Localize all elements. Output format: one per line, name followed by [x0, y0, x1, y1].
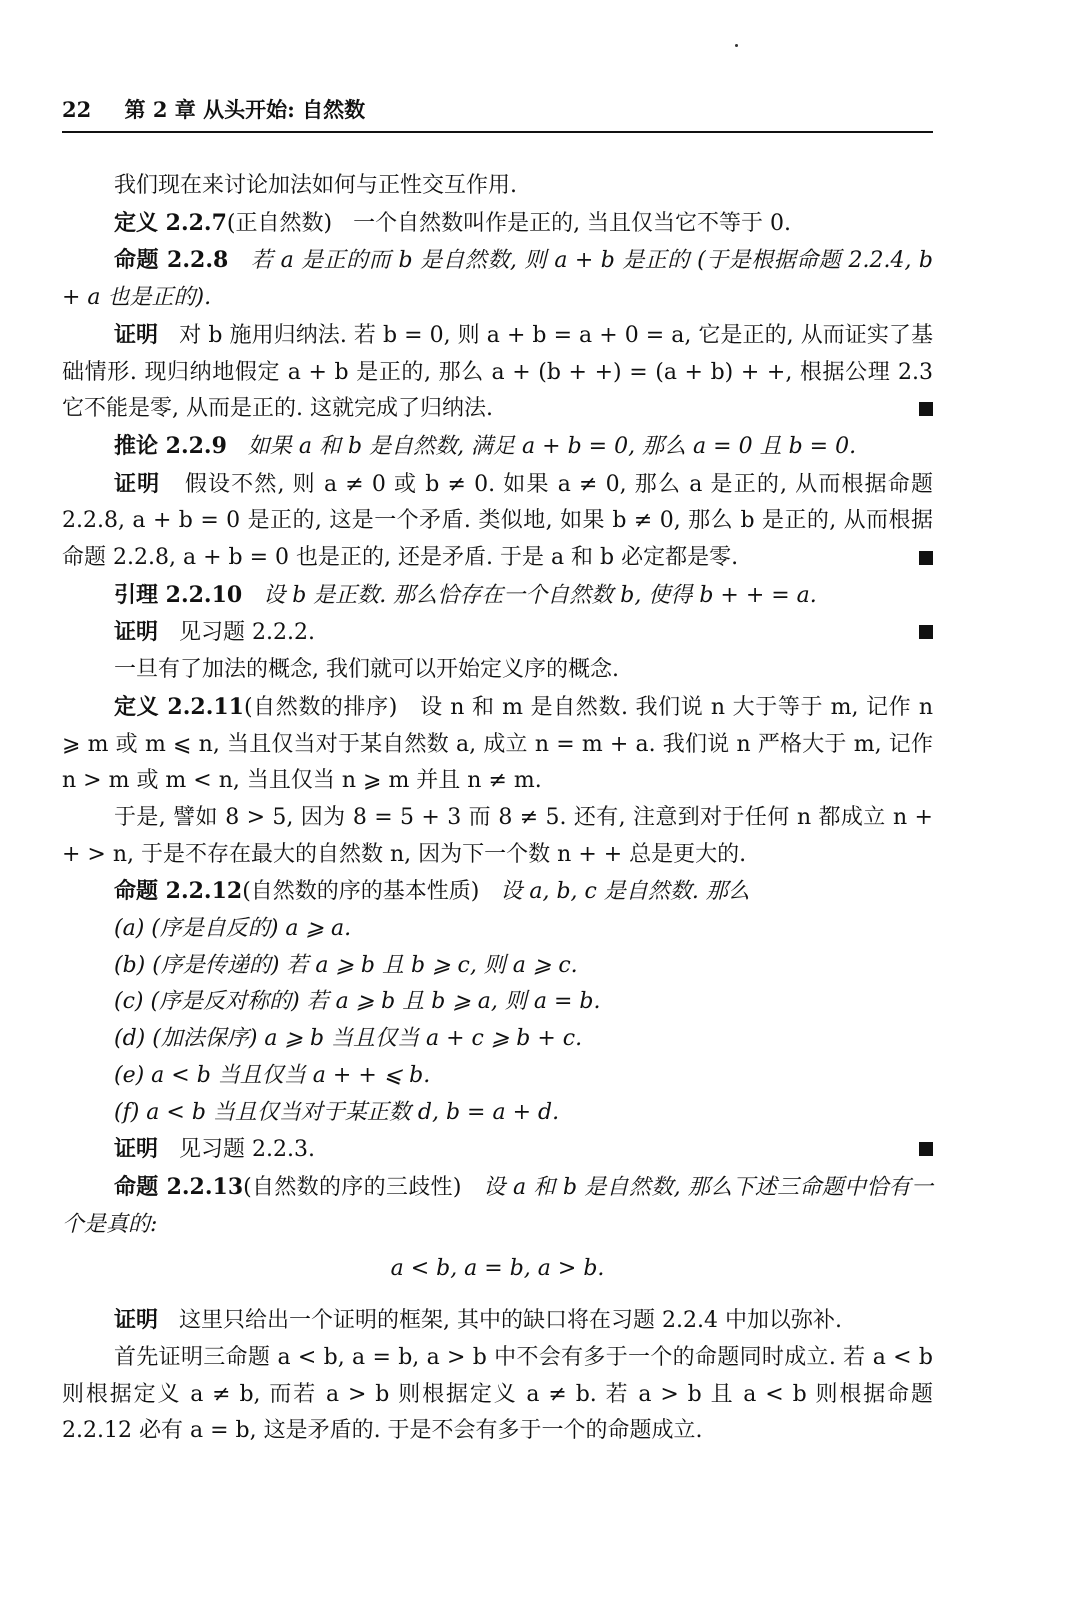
proof-continuation-paragraph: 首先证明三命题 a < b, a = b, a > b 中不会有多于一个的命题同时成立. 若 a < b 则根据定义 a ≠ b, 而若 a > b 则根据定义 a ≠ b. 若 a > b 且 a < b 则根据命题 2.2.12 必有 a = b, 这是矛盾的. 于是不会有多于一个的命题成立.	[62, 1344, 933, 1444]
definition-text: 设 n 和 m 是自然数. 我们说 n 大于等于 m, 记作 n ⩾ m 或 m ⩽ n, 当且仅当对于某自然数 a, 成立 n = m + a. 我们说 n 严格大于 m, 记作 n > m 或 m < n, 当且仅当 n ⩾ m 并且 n ≠ m.	[62, 694, 933, 794]
lemma-text: 设 b 是正数. 那么恰存在一个自然数 b, 使得 b + + = a.	[263, 582, 817, 608]
definition-title: (自然数的排序)	[243, 694, 398, 720]
page-body	[62, 168, 933, 1450]
chapter-title: 第 2 章 从头开始: 自然数	[124, 97, 366, 122]
definition-2-2-7	[62, 205, 933, 243]
proposition-label: 命题 2.2.13	[114, 1173, 244, 1200]
corollary-text: 如果 a 和 b 是自然数, 满足 a + b = 0, 那么 a = 0 且 b = 0.	[247, 433, 857, 459]
proposition-2-2-13	[62, 1169, 933, 1243]
order-intro-paragraph: 一旦有了加法的概念, 我们就可以开始定义序的概念.	[114, 657, 619, 683]
proof-label: 证明	[114, 1307, 159, 1334]
proof-2-2-13	[62, 1302, 933, 1340]
proof-2-2-8	[62, 317, 933, 428]
running-header	[62, 95, 933, 133]
definition-2-2-11	[62, 689, 933, 800]
proof-text: 对 b 施用归纳法. 若 b = 0, 则 a + b = a + 0 = a, 它是正的, 从而证实了基础情形. 现归纳地假定 a + b 是正的, 那么 a + (b + +) = (a + b) + +, 根据公理 2.3 它不能是零, 从而是正的. 这就完成了归纳法.	[62, 322, 933, 422]
property-item: (e) a < b 当且仅当 a + + ⩽ b.	[114, 1062, 431, 1088]
definition-label: 定义 2.2.7	[114, 209, 227, 236]
definition-label: 定义 2.2.11	[114, 693, 244, 720]
property-item: (c) (序是反对称的) 若 a ⩾ b 且 b ⩾ a, 则 a = b.	[114, 989, 601, 1015]
proof-label: 证明	[114, 619, 159, 646]
intro-paragraph: 我们现在来讨论加法如何与正性交互作用.	[114, 173, 517, 198]
proposition-2-2-12	[62, 873, 933, 911]
proof-text: 这里只给出一个证明的框架, 其中的缺口将在习题 2.2.4 中加以弥补.	[179, 1308, 842, 1334]
proposition-2-2-8	[62, 242, 933, 316]
proof-label: 证明	[114, 1136, 159, 1163]
qed-square-icon	[919, 1142, 933, 1156]
corollary-2-2-9	[62, 428, 933, 466]
property-item: (d) (加法保序) a ⩾ b 当且仅当 a + c ⩾ b + c.	[114, 1026, 583, 1052]
lemma-label: 引理 2.2.10	[114, 581, 243, 608]
property-item: (a) (序是自反的) a ⩾ a.	[114, 916, 352, 942]
proof-text: 假设不然, 则 a ≠ 0 或 b ≠ 0. 如果 a ≠ 0, 那么 a 是正的, 从而根据命题 2.2.8, a + b = 0 是正的, 这是一个矛盾. 类似地, 如果 b ≠ 0, 那么 b 是正的, 从而根据命题 2.2.8, a + b = 0 也是正的, 还是矛盾. 于是 a 和 b 必定都是零.	[62, 471, 934, 571]
corollary-label: 推论 2.2.9	[114, 432, 227, 459]
scan-speck	[735, 44, 738, 47]
proof-2-2-9	[62, 466, 933, 577]
proposition-label: 命题 2.2.8	[114, 247, 229, 274]
definition-text: 一个自然数叫作是正的, 当且仅当它不等于 0.	[353, 210, 792, 236]
qed-square-icon	[919, 625, 933, 639]
proposition-label: 命题 2.2.12	[114, 878, 243, 905]
proof-label: 证明	[114, 321, 159, 348]
display-formula: a < b, a = b, a > b.	[390, 1256, 605, 1282]
proof-text: 见习题 2.2.2.	[179, 620, 315, 646]
proof-text: 见习题 2.2.3.	[179, 1137, 315, 1163]
qed-square-icon	[919, 551, 933, 565]
property-item: (f) a < b 当且仅当对于某正数 d, b = a + d.	[114, 1099, 560, 1125]
proposition-text: 若 a 是正的而 b 是自然数, 则 a + b 是正的 (于是根据命题 2.2.4, b + a 也是正的).	[62, 248, 934, 311]
proof-2-2-10	[62, 614, 933, 652]
qed-square-icon	[919, 402, 933, 416]
proposition-title: (自然数的序的基本性质)	[242, 879, 480, 905]
definition-title: (正自然数)	[226, 210, 333, 236]
proposition-text: 设 a 和 b 是自然数, 那么下述三命题中恰有一个是真的:	[62, 1174, 933, 1237]
property-item: (b) (序是传递的) 若 a ⩾ b 且 b ⩾ c, 则 a ⩾ c.	[114, 952, 578, 978]
proof-label: 证明	[114, 470, 161, 497]
example-paragraph: 于是, 譬如 8 > 5, 因为 8 = 5 + 3 而 8 ≠ 5. 还有, 注意到对于任何 n 都成立 n + + > n, 于是不存在最大的自然数 n, 因为下一个数 n + + 总是更大的.	[62, 804, 933, 867]
page-number: 22	[62, 97, 92, 122]
proposition-title: (自然数的序的三歧性)	[243, 1174, 462, 1200]
lemma-2-2-10	[62, 577, 933, 615]
proposition-text: 设 a, b, c 是自然数. 那么	[500, 879, 750, 905]
proof-2-2-12	[62, 1131, 933, 1169]
